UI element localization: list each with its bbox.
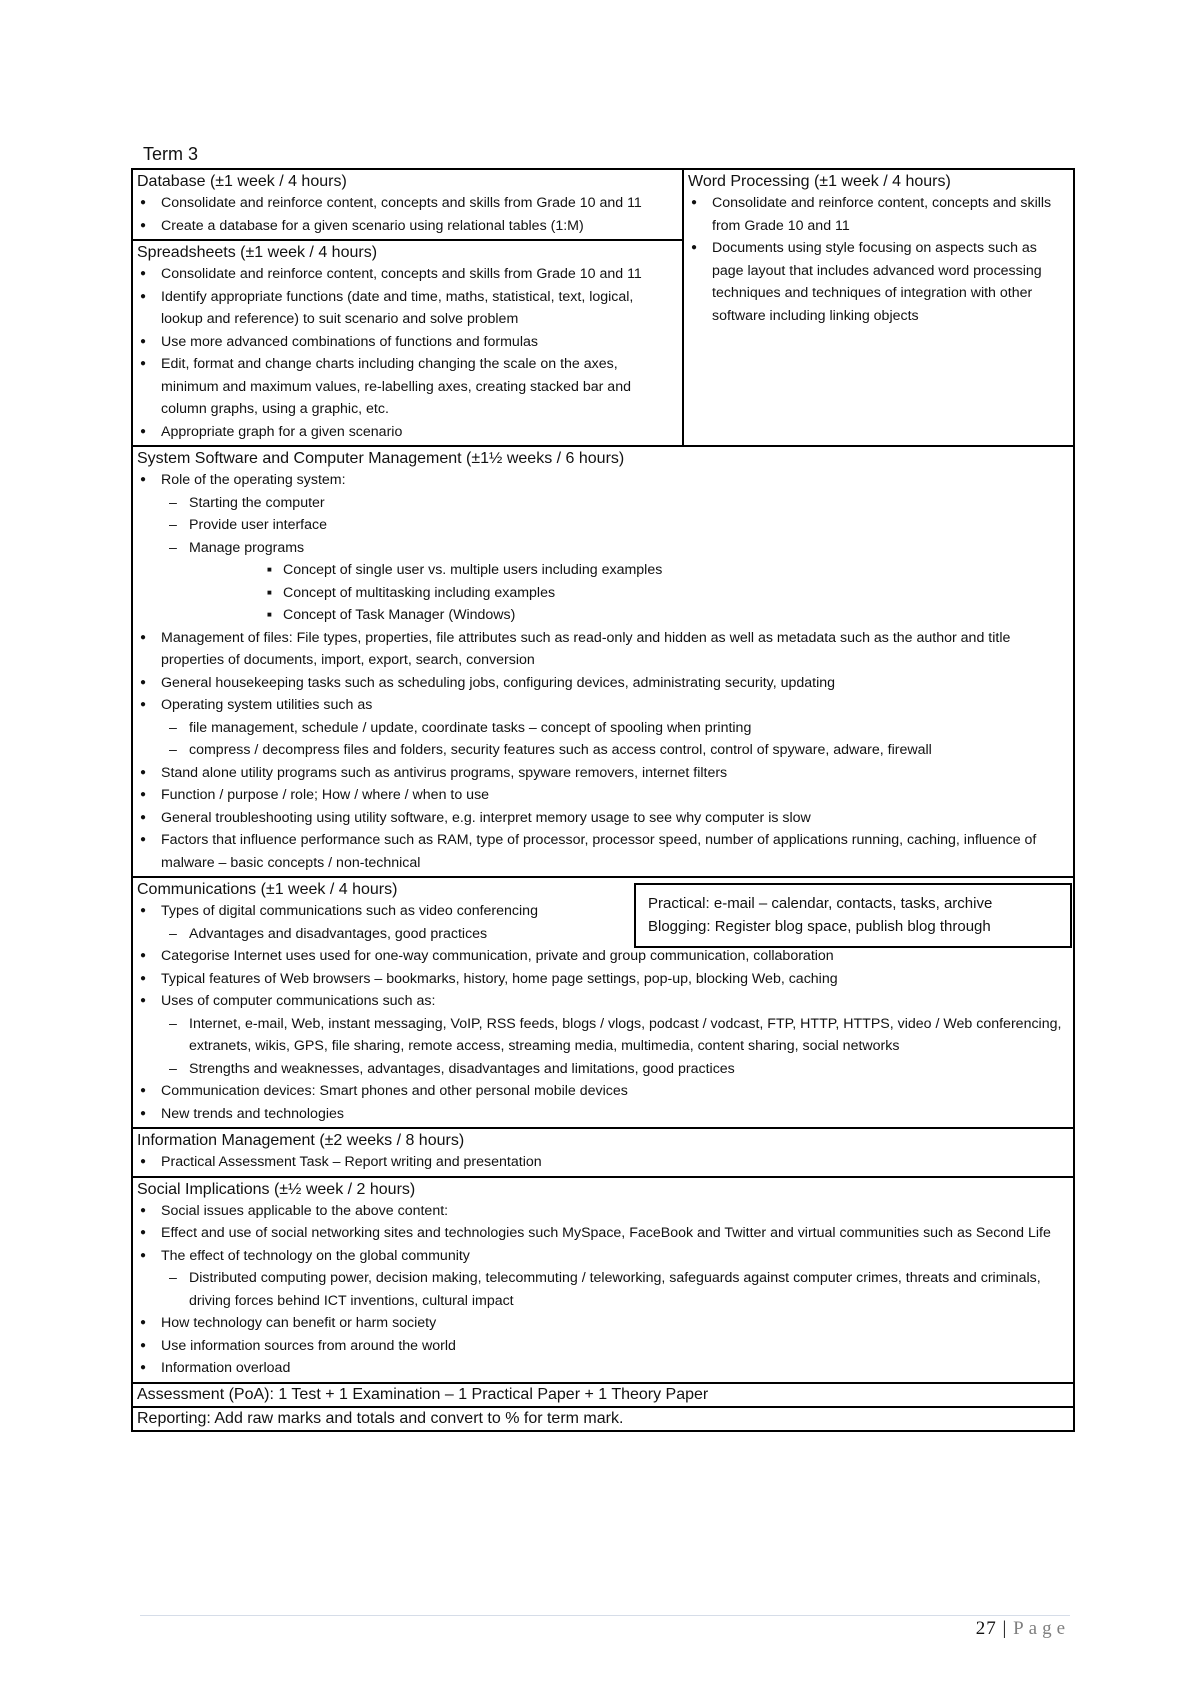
section-title: Social Implications (±½ week / 2 hours) — [137, 1180, 416, 1198]
spreadsheets-section — [133, 239, 682, 445]
social-implications-section — [133, 1176, 1073, 1382]
row-applications — [133, 170, 1073, 445]
sub-list-item: – Distributed computing power, decision making, telecommuting / teleworking, safeguards against computer crimes, threats and criminals, driving forces behind ICT inventions, cultural impact — [137, 1267, 1069, 1312]
list-item: ● Use more advanced combinations of functions and formulas — [137, 331, 678, 354]
term-heading: Term 3 — [143, 144, 199, 164]
practical-line: Blogging: Register blog space, publish blog through — [648, 917, 991, 935]
section-title: Word Processing (±1 week / 4 hours) — [688, 173, 951, 190]
sub-list-item: – Strengths and weaknesses, advantages, disadvantages and limitations, good practices — [137, 1058, 1069, 1081]
sub-sub-list-item: ■ Concept of Task Manager (Windows) — [137, 604, 1069, 627]
list-item: ● Management of files: File types, properties, file attributes such as read-only and hidden as well as metadata such as the author and title properties of documents, import, export, search, conversion — [137, 627, 1069, 672]
bullet-list — [688, 192, 1069, 327]
sub-list-item: – Provide user interface — [137, 514, 1069, 537]
bullet-list — [137, 469, 1069, 874]
bullet-list — [137, 1151, 1069, 1174]
list-item: ● Function / purpose / role; How / where / when to use — [137, 784, 1069, 807]
footer-divider — [140, 1615, 1070, 1616]
list-item: ● Communication devices: Smart phones and other personal mobile devices — [137, 1080, 1069, 1103]
page-number: 27 — [975, 1618, 997, 1639]
section-title: Spreadsheets (±1 week / 4 hours) — [137, 244, 378, 261]
list-item: ● Appropriate graph for a given scenario — [137, 421, 678, 444]
sub-sub-list-item: ■ Concept of multitasking including examples — [137, 582, 1069, 605]
list-item: ● How technology can benefit or harm society — [137, 1312, 1069, 1335]
system-software-section — [133, 445, 1073, 876]
section-title: System Software and Computer Management (±1½ weeks / 6 hours) — [137, 450, 625, 467]
list-item: ● Consolidate and reinforce content, concepts and skills from Grade 10 and 11 — [137, 192, 678, 215]
sub-list-item: – file management, schedule / update, coordinate tasks – concept of spooling when printing — [137, 717, 1069, 740]
bullet-list — [137, 1200, 1069, 1380]
list-item: ● Types of digital communications such as video conferencing — [137, 900, 1069, 923]
list-item: ● Factors that influence performance such as RAM, type of processor, processor speed, number of applications running, caching, influence of malware – basic concepts / non-technical — [137, 829, 1069, 874]
page-footer — [976, 1618, 1070, 1640]
list-item: ● Create a database for a given scenario using relational tables (1:M) — [137, 215, 678, 238]
list-item: ● Operating system utilities such as — [137, 694, 1069, 717]
list-item: ● Effect and use of social networking sites and technologies such MySpace, FaceBook and Twitter and virtual communities such as Second Life — [137, 1222, 1069, 1245]
sub-list-item: – Manage programs — [137, 537, 1069, 560]
list-item: ● Identify appropriate functions (date and time, maths, statistical, text, logical, lookup and reference) to suit scenario and solve problem — [137, 286, 678, 331]
list-item: ● Social issues applicable to the above content: — [137, 1200, 1069, 1223]
list-item: ● Edit, format and change charts including changing the scale on the axes, minimum and maximum values, re-labelling axes, creating stacked bar and column graphs, using a graphic, etc. — [137, 353, 678, 421]
bullet-list — [137, 192, 678, 237]
communications-section — [133, 876, 1073, 1127]
sub-list-item: – Internet, e-mail, Web, instant messaging, VoIP, RSS feeds, blogs / vlogs, podcast / vodcast, FTP, HTTP, HTTPS, video / Web conferencing, extranets, wikis, GPS, file sharing, remote access, streaming media, multimedia, content sharing, social networks — [137, 1013, 1069, 1058]
term-content-table — [131, 168, 1075, 1432]
bullet-list — [137, 263, 678, 443]
list-item: ● Documents using style focusing on aspects such as page layout that includes advanced word processing techniques and techniques of integration with other software including linking objects — [688, 237, 1069, 327]
list-item: ● Information overload — [137, 1357, 1069, 1380]
list-item: ● The effect of technology on the global community — [137, 1245, 1069, 1268]
sub-list-item: – compress / decompress files and folders, security features such as access control, control of spyware, adware, firewall — [137, 739, 1069, 762]
list-item: ● Typical features of Web browsers – bookmarks, history, home page settings, pop-up, blocking Web, caching — [137, 968, 1069, 991]
list-item: ● Categorise Internet uses used for one-way communication, private and group communication, collaboration — [137, 945, 1069, 968]
assessment-row: Assessment (PoA): 1 Test + 1 Examination – 1 Practical Paper + 1 Theory Paper — [133, 1382, 1073, 1406]
bullet-list — [137, 900, 1069, 1125]
section-title: Information Management (±2 weeks / 8 hours) — [137, 1132, 465, 1149]
list-item: ● General housekeeping tasks such as scheduling jobs, configuring devices, administrating security, updating — [137, 672, 1069, 695]
list-item: ● Consolidate and reinforce content, concepts and skills from Grade 10 and 11 — [688, 192, 1069, 237]
page-separator: | — [1002, 1618, 1008, 1639]
list-item: ● Role of the operating system: — [137, 469, 1069, 492]
right-column — [684, 170, 1073, 445]
practical-line: Practical: e-mail – calendar, contacts, tasks, archive — [648, 895, 993, 912]
sub-list-item: – Starting the computer — [137, 492, 1069, 515]
left-column — [133, 170, 684, 445]
list-item: ● Use information sources from around the world — [137, 1335, 1069, 1358]
list-item: ● Stand alone utility programs such as antivirus programs, spyware removers, internet filters — [137, 762, 1069, 785]
page-word: Page — [1013, 1618, 1070, 1639]
reporting-row: Reporting: Add raw marks and totals and convert to % for term mark. — [133, 1406, 1073, 1430]
list-item: ● Practical Assessment Task – Report writing and presentation — [137, 1151, 1069, 1174]
sub-sub-list-item: ■ Concept of single user vs. multiple users including examples — [137, 559, 1069, 582]
section-title: Communications (±1 week / 4 hours) — [137, 881, 398, 898]
list-item: ● Uses of computer communications such as: — [137, 990, 1069, 1013]
list-item: ● General troubleshooting using utility software, e.g. interpret memory usage to see why computer is slow — [137, 807, 1069, 830]
information-management-section — [133, 1127, 1073, 1176]
section-title: Database (±1 week / 4 hours) — [137, 173, 347, 190]
database-section — [133, 170, 682, 239]
sub-list-item: – Advantages and disadvantages, good practices — [137, 923, 1069, 946]
list-item: ● Consolidate and reinforce content, concepts and skills from Grade 10 and 11 — [137, 263, 678, 286]
word-processing-section — [684, 170, 1073, 329]
list-item: ● New trends and technologies — [137, 1103, 1069, 1126]
